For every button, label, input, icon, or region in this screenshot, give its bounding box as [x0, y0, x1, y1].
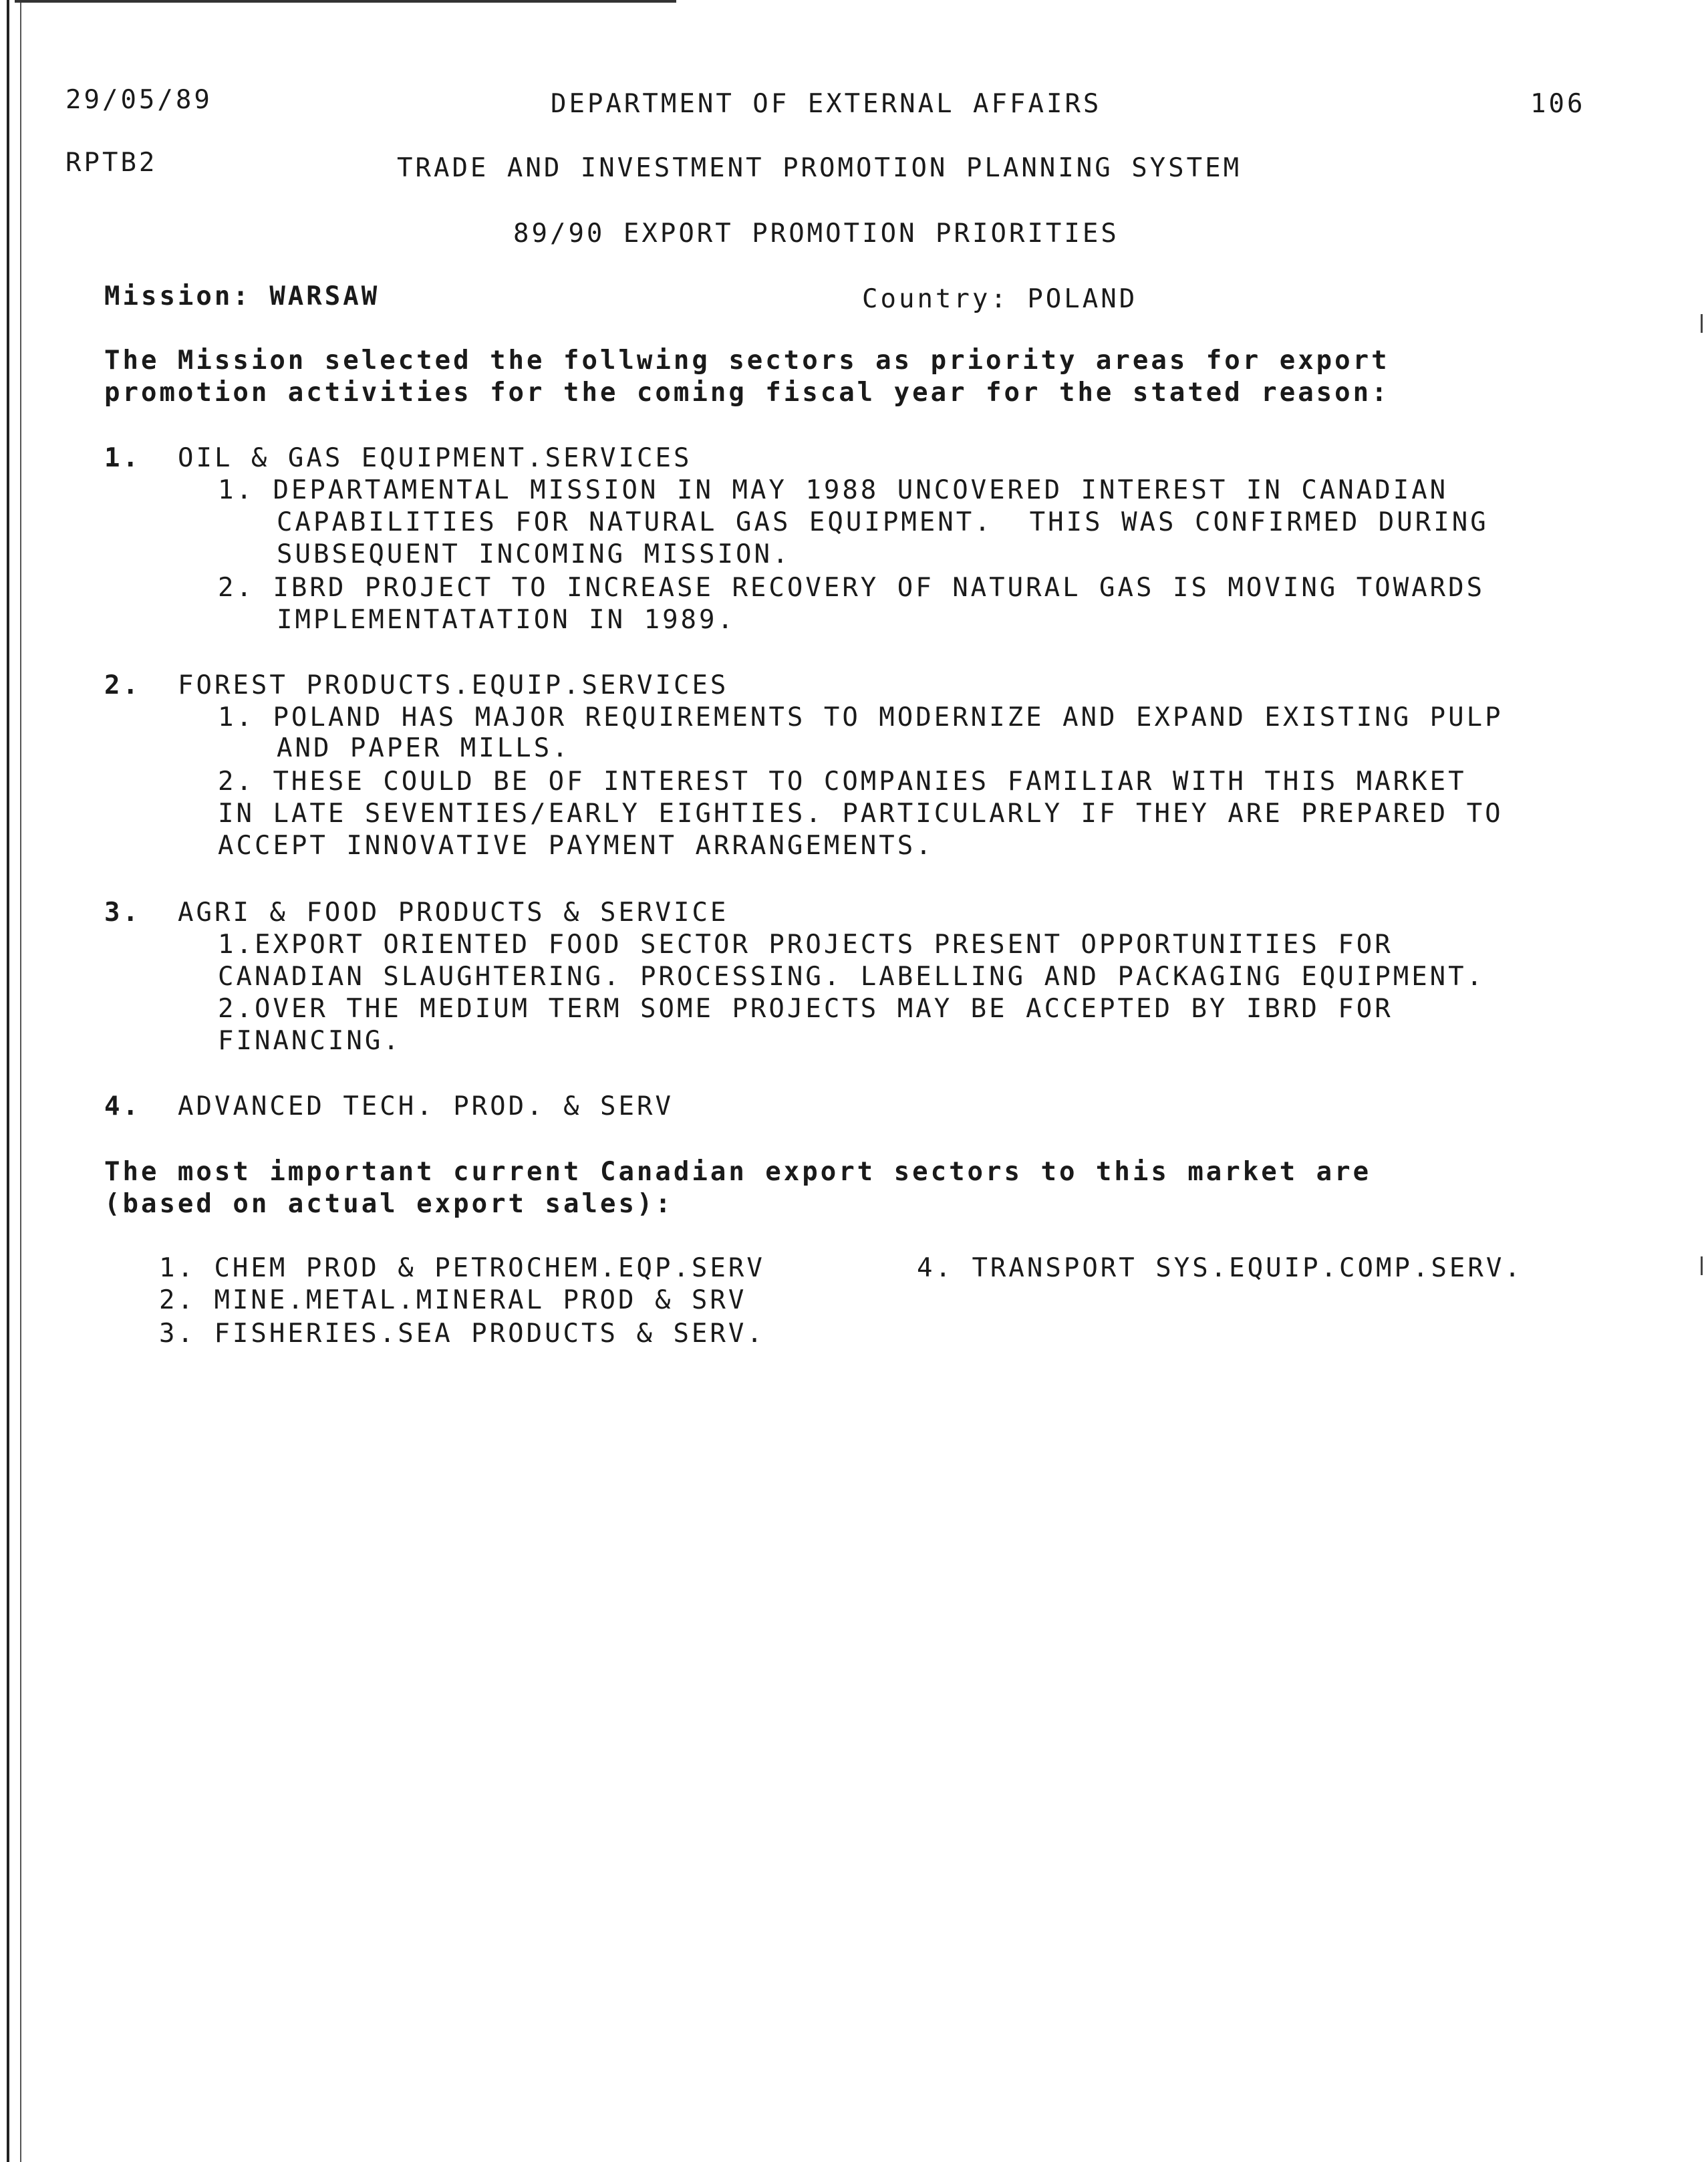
sector-reason: 2. THESE COULD BE OF INTEREST TO COMPANIES FAMILIAR WITH THIS MARKET — [218, 767, 1467, 797]
sector-reason: IN LATE SEVENTIES/EARLY EIGHTIES. PARTICULARLY IF THEY ARE PREPARED TO — [218, 799, 1504, 829]
export-sector-item: 2. MINE.METAL.MINERAL PROD & SRV — [159, 1285, 747, 1315]
margin-tick — [1701, 1256, 1703, 1275]
sector-reason: CANADIAN SLAUGHTERING. PROCESSING. LABELLING AND PACKAGING EQUIPMENT. — [218, 962, 1485, 992]
sector-reason: 2.OVER THE MEDIUM TERM SOME PROJECTS MAY BE ACCEPTED BY IBRD FOR — [218, 994, 1393, 1024]
export-sector-item: 4. TRANSPORT SYS.EQUIP.COMP.SERV. — [917, 1253, 1523, 1283]
sector-number: 3. — [104, 898, 141, 928]
sector-reason: CAPABILITIES FOR NATURAL GAS EQUIPMENT. THIS WAS CONFIRMED DURING — [277, 507, 1489, 537]
sector-number: 2. — [104, 670, 141, 700]
department-title: DEPARTMENT OF EXTERNAL AFFAIRS — [551, 89, 1102, 119]
margin-tick — [1701, 314, 1703, 333]
sector-reason: AND PAPER MILLS. — [277, 733, 571, 763]
sector-reason: 1. POLAND HAS MAJOR REQUIREMENTS TO MODERNIZE AND EXPAND EXISTING PULP — [218, 702, 1504, 732]
country-label: Country: POLAND — [862, 284, 1138, 314]
intro-line-2: promotion activities for the coming fiscal year for the stated reason: — [104, 378, 1390, 408]
export-sector-item: 1. CHEM PROD & PETROCHEM.EQP.SERV — [159, 1253, 765, 1283]
scan-edge-line — [20, 0, 21, 2162]
report-date: 29/05/89 — [65, 85, 212, 115]
sector-reason: IMPLEMENTATATION IN 1989. — [277, 605, 736, 635]
report-code: RPTB2 — [65, 148, 158, 178]
sector-title: OIL & GAS EQUIPMENT.SERVICES — [178, 443, 692, 473]
exports-intro-line-1: The most important current Canadian export sectors to this market are — [104, 1157, 1372, 1187]
sector-reason: FINANCING. — [218, 1026, 402, 1056]
intro-line-1: The Mission selected the follwing sectors as priority areas for export — [104, 346, 1390, 376]
sector-reason: ACCEPT INNOVATIVE PAYMENT ARRANGEMENTS. — [218, 831, 934, 861]
system-title: TRADE AND INVESTMENT PROMOTION PLANNING SYSTEM — [397, 153, 1242, 183]
exports-intro-line-2: (based on actual export sales): — [104, 1189, 674, 1219]
mission-label: Mission: WARSAW — [104, 281, 380, 311]
page-number: 106 — [1530, 89, 1586, 119]
export-sector-item: 3. FISHERIES.SEA PRODUCTS & SERV. — [159, 1319, 765, 1349]
sector-title: FOREST PRODUCTS.EQUIP.SERVICES — [178, 670, 729, 700]
sector-reason: 2. IBRD PROJECT TO INCREASE RECOVERY OF NATURAL GAS IS MOVING TOWARDS — [218, 573, 1485, 603]
sector-reason: 1. DEPARTAMENTAL MISSION IN MAY 1988 UNCOVERED INTEREST IN CANADIAN — [218, 475, 1449, 505]
sector-reason: SUBSEQUENT INCOMING MISSION. — [277, 539, 791, 569]
sector-number: 1. — [104, 443, 141, 473]
report-title: 89/90 EXPORT PROMOTION PRIORITIES — [513, 219, 1119, 249]
top-rule — [15, 0, 676, 3]
sector-title: AGRI & FOOD PRODUCTS & SERVICE — [178, 898, 729, 928]
sector-reason: 1.EXPORT ORIENTED FOOD SECTOR PROJECTS PRESENT OPPORTUNITIES FOR — [218, 930, 1393, 960]
sector-title: ADVANCED TECH. PROD. & SERV — [178, 1091, 674, 1121]
scan-edge — [0, 0, 15, 2162]
sector-number: 4. — [104, 1091, 141, 1121]
